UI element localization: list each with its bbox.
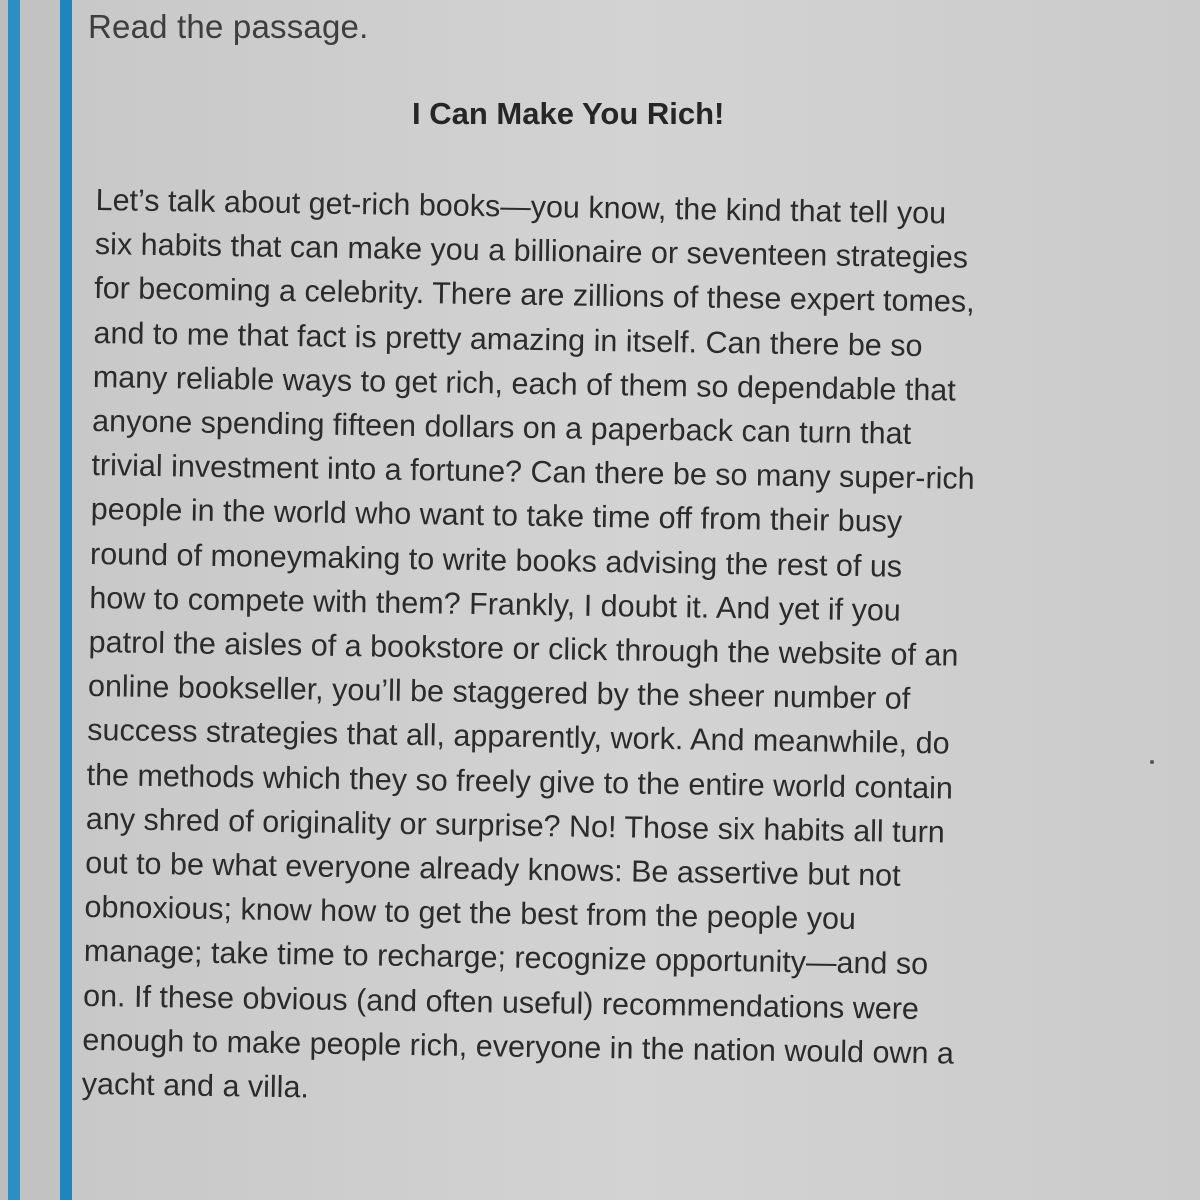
passage-line: round of moneymaking to write books advising the rest of us xyxy=(89,536,903,584)
passage-line: manage; take time to recharge; recognize opportunity—and so xyxy=(83,934,929,982)
passage-line: people in the world who want to take time off from their busy xyxy=(90,492,903,540)
passage-body xyxy=(81,178,1085,1122)
passage-line: any shred of originality or surprise? No! Those six habits all turn xyxy=(85,801,946,850)
passage-line: yacht and a villa. xyxy=(81,1066,310,1105)
passage-title: I Can Make You Rich! xyxy=(412,96,725,131)
passage-line: many reliable ways to get rich, each of them so dependable that xyxy=(92,359,957,408)
passage-line: the methods which they so freely give to the entire world contain xyxy=(86,757,954,806)
passage-line: for becoming a celebrity. There are zillions of these expert tomes, xyxy=(93,271,975,320)
passage-line: patrol the aisles of a bookstore or click through the website of an xyxy=(88,624,959,673)
passage-line: anyone spending fifteen dollars on a paperback can turn that xyxy=(91,403,912,451)
passage-line: success strategies that all, apparently, work. And meanwhile, do xyxy=(87,713,950,761)
side-panel xyxy=(20,0,60,1200)
panel-divider xyxy=(60,0,72,1200)
passage-line: obnoxious; know how to get the best from the people you xyxy=(84,890,857,937)
passage-line: online bookseller, you’ll be staggered by the sheer number of xyxy=(87,669,911,717)
left-gutter xyxy=(0,0,8,1200)
passage-line: out to be what everyone already knows: Be assertive but not xyxy=(84,845,901,893)
instruction-text: Read the passage. xyxy=(88,8,369,45)
passage-line: on. If these obvious (and often useful) recommendations were xyxy=(82,978,920,1026)
passage-line: Let’s talk about get-rich books—you know, the kind that tell you xyxy=(95,182,947,231)
passage-line: how to compete with them? Frankly, I doubt it. And yet if you xyxy=(89,580,902,628)
speck-mark xyxy=(1150,760,1154,764)
passage-line: and to me that fact is pretty amazing in itself. Can there be so xyxy=(93,315,923,363)
accent-bar xyxy=(8,0,20,1200)
passage-line: six habits that can make you a billionaire or seventeen strategies xyxy=(94,227,969,275)
passage-line: enough to make people rich, everyone in the nation would own a xyxy=(82,1022,955,1071)
passage-line: trivial investment into a fortune? Can there be so many super-rich xyxy=(91,448,975,497)
